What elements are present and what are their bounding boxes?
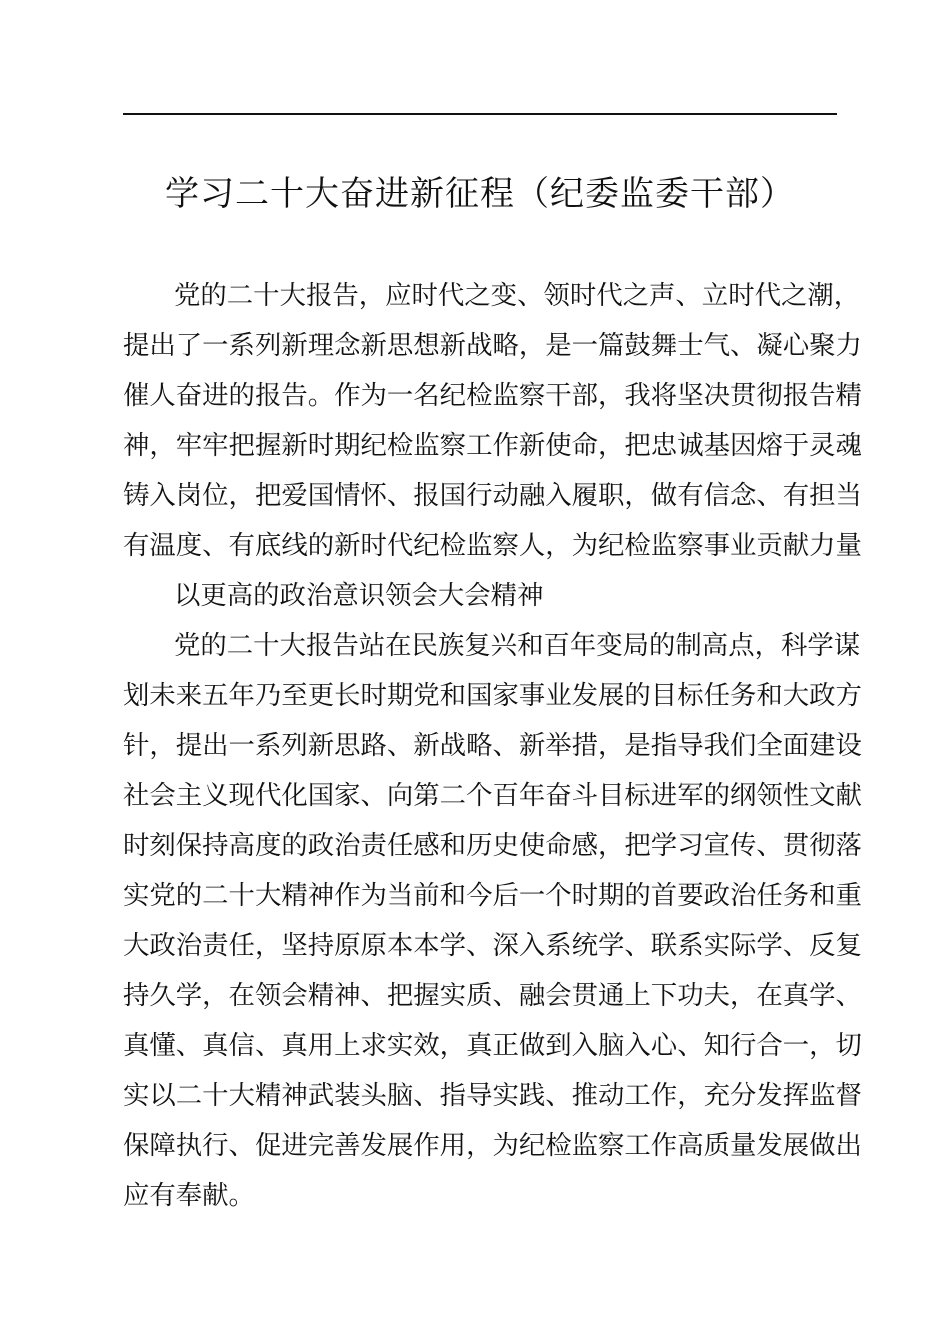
paragraph-line: 真懂、真信、真用上求实效，真正做到入脑入心、知行合一，切 — [123, 1030, 862, 1061]
paragraph-line: 实以二十大精神武装头脑、指导实践、推动工作，充分发挥监督 — [123, 1080, 862, 1111]
paragraph-line: 党的二十大报告，应时代之变、领时代之声、立时代之潮， — [174, 280, 861, 311]
paragraph-line: 持久学，在领会精神、把握实质、融会贯通上下功夫，在真学、 — [123, 980, 862, 1011]
paragraph-line: 铸入岗位，把爱国情怀、报国行动融入履职，做有信念、有担当 — [123, 480, 862, 511]
page-title: 学习二十大奋进新征程（纪委监委干部） — [165, 174, 795, 214]
paragraph-line: 实党的二十大精神作为当前和今后一个时期的首要政治任务和重 — [123, 880, 862, 911]
paragraph-line: 大政治责任，坚持原原本本学、深入系统学、联系实际学、反复 — [123, 930, 862, 961]
paragraph-line: 针，提出一系列新思路、新战略、新举措，是指导我们全面建设 — [123, 730, 862, 761]
paragraph-line: 保障执行、促进完善发展作用，为纪检监察工作高质量发展做出 — [123, 1130, 862, 1161]
header-rule — [123, 113, 837, 115]
paragraph-line: 提出了一系列新理念新思想新战略，是一篇鼓舞士气、凝心聚力 — [123, 330, 862, 361]
paragraph-line: 有温度、有底线的新时代纪检监察人，为纪检监察事业贡献力量 — [123, 530, 862, 561]
section-heading: 以更高的政治意识领会大会精神 — [174, 580, 544, 611]
paragraph-line: 催人奋进的报告。作为一名纪检监察干部，我将坚决贯彻报告精 — [123, 380, 862, 411]
paragraph-line: 时刻保持高度的政治责任感和历史使命感，把学习宣传、贯彻落 — [123, 830, 862, 861]
paragraph-line: 社会主义现代化国家、向第二个百年奋斗目标进军的纲领性文献 — [123, 780, 862, 811]
paragraph-line: 应有奉献。 — [123, 1180, 255, 1211]
paragraph-line: 神，牢牢把握新时期纪检监察工作新使命，把忠诚基因熔于灵魂 — [123, 430, 862, 461]
paragraph-line: 党的二十大报告站在民族复兴和百年变局的制高点，科学谋 — [174, 630, 861, 661]
paragraph-line: 划未来五年乃至更长时期党和国家事业发展的目标任务和大政方 — [123, 680, 862, 711]
